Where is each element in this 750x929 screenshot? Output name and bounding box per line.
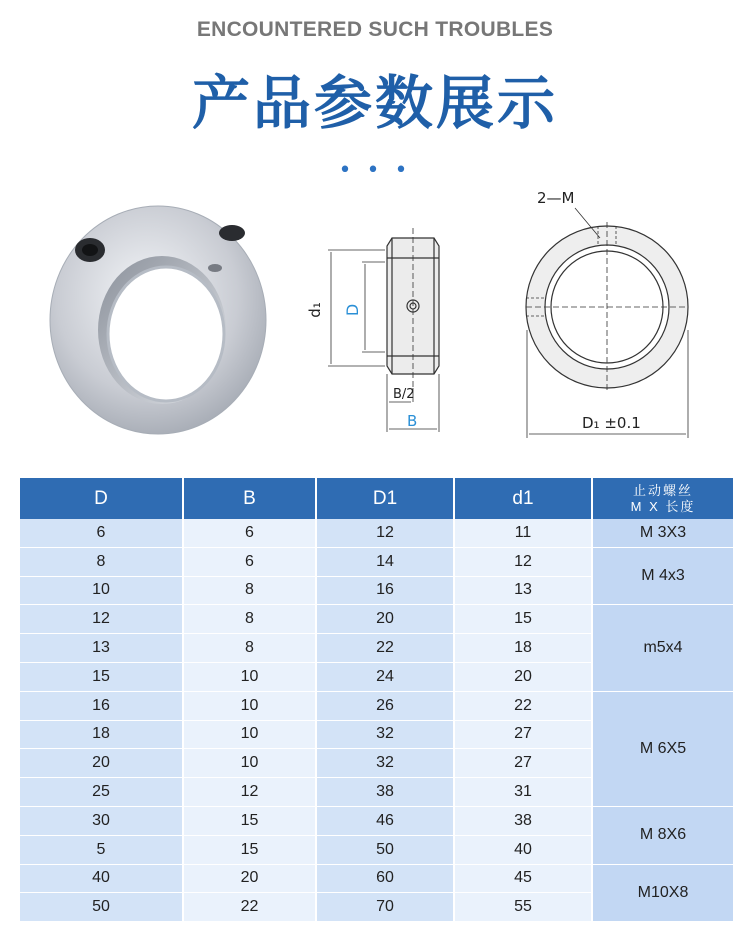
table-cell: 31: [455, 778, 591, 807]
table-cell: 15: [184, 836, 315, 865]
product-drawings: [0, 180, 750, 465]
table-cell: 22: [317, 634, 453, 663]
table-cell: 13: [20, 634, 182, 663]
table-row: [20, 548, 733, 577]
thread-size-cell: m5x4: [593, 605, 733, 691]
table-cell: 10: [184, 721, 315, 750]
table-cell: 26: [317, 692, 453, 721]
page-title: 产品参数展示: [191, 69, 558, 137]
table-cell: 15: [20, 663, 182, 692]
table-cell: 20: [317, 605, 453, 634]
table-row: [20, 692, 733, 721]
table-cell: 18: [20, 721, 182, 750]
front-view-drawing: [526, 208, 688, 438]
table-cell: 32: [317, 721, 453, 750]
thread-size-cell: M10X8: [593, 865, 733, 923]
decorative-dots: • • •: [338, 158, 412, 183]
thread-size-cell: M 8X6: [593, 807, 733, 865]
header-set-screw-line2: M X 长度: [630, 498, 696, 514]
label-d1: d₁: [306, 302, 324, 318]
table-cell: 10: [184, 663, 315, 692]
table-cell: 6: [20, 519, 182, 548]
table-row: [20, 519, 733, 548]
table-cell: 27: [455, 749, 591, 778]
header-D1: D1: [317, 478, 453, 519]
table-cell: 60: [317, 865, 453, 894]
table-cell: 8: [20, 548, 182, 577]
table-cell: 30: [20, 807, 182, 836]
table-cell: 20: [20, 749, 182, 778]
shaft-collar-photo: [50, 206, 266, 434]
table-cell: 16: [317, 577, 453, 606]
table-cell: 25: [20, 778, 182, 807]
header-D: D: [20, 478, 182, 519]
subtitle: ENCOUNTERED SUCH TROUBLES: [196, 18, 554, 41]
table-cell: 10: [184, 749, 315, 778]
table-cell: 27: [455, 721, 591, 750]
thread-size-cell: M 6X5: [593, 692, 733, 807]
table-cell: 15: [184, 807, 315, 836]
table-cell: 13: [455, 577, 591, 606]
table-cell: 5: [20, 836, 182, 865]
table-cell: 50: [317, 836, 453, 865]
table-cell: 22: [455, 692, 591, 721]
table-cell: 40: [455, 836, 591, 865]
table-body: [20, 519, 733, 922]
table-row: [20, 605, 733, 634]
side-view-drawing: [328, 228, 439, 432]
header-B: B: [184, 478, 315, 519]
table-cell: 10: [184, 692, 315, 721]
table-cell: 20: [455, 663, 591, 692]
label-B: B: [407, 412, 418, 430]
table-cell: 46: [317, 807, 453, 836]
table-cell: 55: [455, 893, 591, 922]
table-cell: 11: [455, 519, 591, 548]
table-cell: 12: [184, 778, 315, 807]
table-cell: 12: [317, 519, 453, 548]
table-cell: 50: [20, 893, 182, 922]
table-cell: 8: [184, 577, 315, 606]
table-cell: 12: [20, 605, 182, 634]
table-cell: 38: [317, 778, 453, 807]
table-cell: 6: [184, 519, 315, 548]
table-cell: 18: [455, 634, 591, 663]
label-2m: 2—M: [537, 189, 575, 207]
table-cell: 45: [455, 865, 591, 894]
label-D: D: [343, 303, 362, 317]
table-cell: 38: [455, 807, 591, 836]
table-cell: 8: [184, 605, 315, 634]
table-cell: 20: [184, 865, 315, 894]
table-row: [20, 807, 733, 836]
table-cell: 32: [317, 749, 453, 778]
label-b-half: B/2: [393, 387, 415, 402]
thread-size-cell: M 4x3: [593, 548, 733, 606]
parameter-table: [18, 478, 735, 922]
label-D1-tolerance: D₁ ±0.1: [582, 414, 641, 432]
table-cell: 15: [455, 605, 591, 634]
header-set-screw: [593, 478, 733, 519]
table-row: [20, 865, 733, 894]
table-cell: 12: [455, 548, 591, 577]
table-cell: 22: [184, 893, 315, 922]
table-cell: 16: [20, 692, 182, 721]
table-cell: 14: [317, 548, 453, 577]
header-d1: d1: [455, 478, 591, 519]
header-set-screw-line1: 止动螺丝: [632, 482, 693, 498]
table-cell: 70: [317, 893, 453, 922]
table-cell: 10: [20, 577, 182, 606]
table-cell: 6: [184, 548, 315, 577]
thread-size-cell: M 3X3: [593, 519, 733, 548]
table-cell: 8: [184, 634, 315, 663]
table-cell: 24: [317, 663, 453, 692]
table-cell: 40: [20, 865, 182, 894]
